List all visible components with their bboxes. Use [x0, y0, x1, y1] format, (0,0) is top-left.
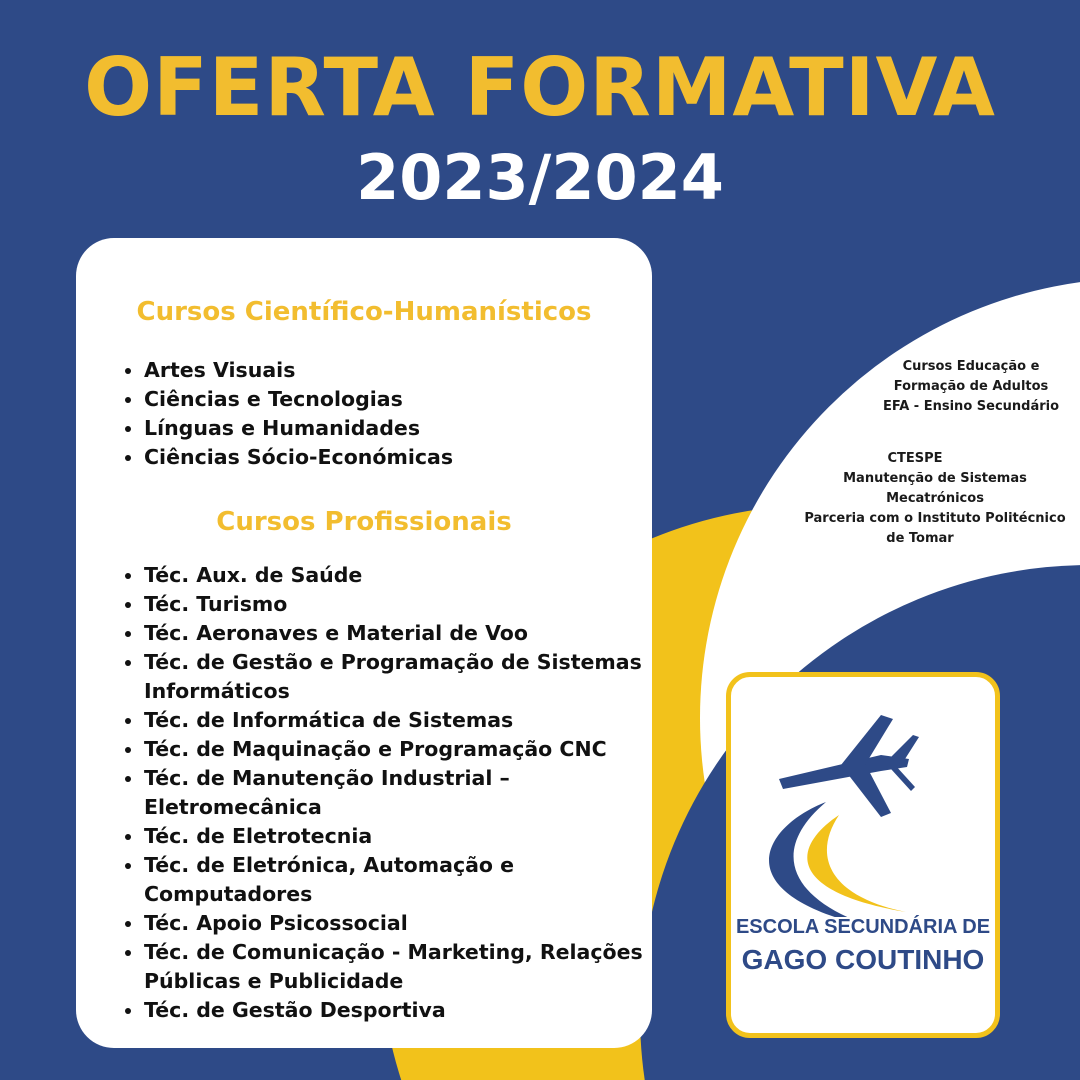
ctespe-line: Mecatrónicos	[886, 491, 984, 506]
list-item: • Téc. de Gestão e Programação de Sistemas Informáticos	[144, 648, 644, 706]
list-item: • Téc. Aux. de Saúde	[144, 561, 644, 590]
school-year: 2023/2024	[356, 141, 724, 214]
airplane-swoosh-logo-icon	[731, 707, 995, 917]
list-item: • Téc. de Eletrónica, Automação e Computadores	[144, 851, 644, 909]
ctespe-line: Parceria com o Instituto Politécnico	[804, 511, 1066, 526]
ctespe-line: de Tomar	[886, 531, 954, 546]
school-logo	[726, 672, 1000, 1038]
list-item: • Téc. de Manutenção Industrial – Eletromecânica	[144, 764, 644, 822]
efa-courses-info	[856, 357, 1080, 417]
list-item: • Téc. de Gestão Desportiva	[144, 996, 644, 1025]
professional-courses-list	[122, 561, 644, 1025]
list-item: • Téc. Apoio Psicossocial	[144, 909, 644, 938]
list-item: • Ciências e Tecnologias	[144, 385, 644, 414]
efa-line: Cursos Educação e	[902, 359, 1040, 374]
logo-school-type: ESCOLA SECUNDÁRIA DE	[735, 916, 991, 938]
poster-title: OFERTA FORMATIVA	[84, 41, 996, 134]
efa-line: Formação de Adultos	[893, 379, 1049, 394]
professional-courses-title: Cursos Profissionais	[216, 507, 512, 537]
list-item: • Téc. de Eletrotecnia	[144, 822, 644, 851]
list-item: • Téc. Aeronaves e Material de Voo	[144, 619, 644, 648]
ctespe-info	[800, 449, 1070, 549]
list-item: • Artes Visuais	[144, 356, 644, 385]
efa-line: EFA - Ensino Secundário	[882, 399, 1060, 414]
list-item: • Téc. Turismo	[144, 590, 644, 619]
list-item: • Téc. de Informática de Sistemas	[144, 706, 644, 735]
list-item: • Ciências Sócio-Económicas	[144, 443, 644, 472]
list-item: • Téc. de Comunicação - Marketing, Relações Públicas e Publicidade	[144, 938, 644, 996]
ctespe-line: Manutenção de Sistemas	[843, 471, 1027, 486]
scientific-courses-title: Cursos Científico-Humanísticos	[136, 297, 592, 327]
courses-card	[76, 238, 652, 1048]
ctespe-line: CTESPE	[887, 451, 943, 466]
list-item: • Línguas e Humanidades	[144, 414, 644, 443]
list-item: • Téc. de Maquinação e Programação CNC	[144, 735, 644, 764]
logo-school-name: GAGO COUTINHO	[741, 944, 985, 975]
scientific-courses-list	[122, 356, 644, 472]
